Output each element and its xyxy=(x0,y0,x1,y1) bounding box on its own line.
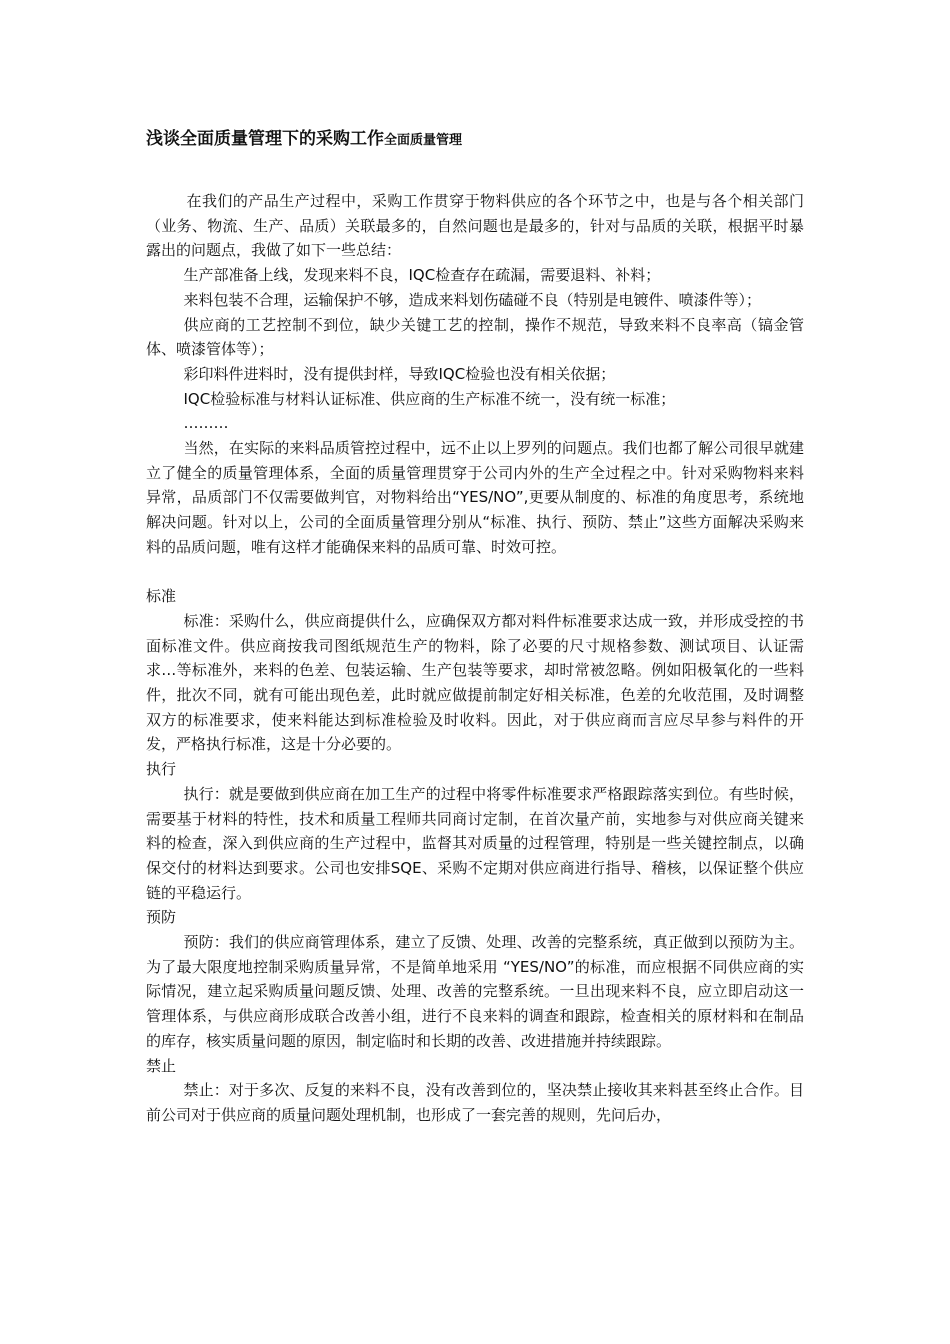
summary-paragraph: 当然，在实际的来料品质管控过程中，远不止以上罗列的问题点。我们也都了解公司很早就建立了健全的质量管理体系，全面的质量管理贯穿于公司内外的生产全过程之中。针对采购物料来料异常，品质部门不仅需要做判官，对物料给出“YES/NO”,更要从制度的、标准的角度思考，系统地解决问题。针对以上，公司的全面质量管理分别从“标准、执行、预防、禁止”这些方面解决采购来料的品质问题，唯有这样才能确保来料的品质可靠、时效可控。 xyxy=(146,439,804,556)
section-text-prohibition: 禁止：对于多次、反复的来料不良，没有改善到位的，坚决禁止接收其来料甚至终止合作。目前公司对于供应商的质量问题处理机制，也形成了一套完善的规则，先问后办， xyxy=(146,1081,804,1124)
issue-item: 生产部准备上线，发现来料不良，IQC检查存在疏漏，需要退料、补料； xyxy=(183,266,661,285)
title-main: 浅谈全面质量管理下的采购工作 xyxy=(146,129,384,149)
section-heading-standard: 标准 xyxy=(146,587,177,606)
document-page xyxy=(146,126,804,1128)
paragraph-spacer xyxy=(146,560,804,585)
title-subtitle: 全面质量管理 xyxy=(384,133,463,148)
section-heading-execution: 执行 xyxy=(146,760,177,779)
issue-item-ellipsis: ……… xyxy=(183,414,229,433)
section-heading-prohibition: 禁止 xyxy=(146,1056,177,1075)
document-body xyxy=(146,189,804,1128)
section-text-standard: 标准：采购什么，供应商提供什么，应确保双方都对料件标准要求达成一致，并形成受控的书面标准文件。供应商按我司图纸规范生产的物料，除了必要的尺寸规格参数、测试项目、认证需求…等标准外，来料的色差、包装运输、生产包装等要求，却时常被忽略。例如阳极氧化的一些料件，批次不同，就有可能出现色差，此时就应做提前制定好相关标准，色差的允收范围，及时调整双方的标准要求，使来料能达到标准检验及时收料。因此，对于供应商而言应尽早参与料件的开发，严格执行标准，这是十分必要的。 xyxy=(146,611,804,754)
issue-item: 来料包装不合理，运输保护不够，造成来料划伤磕碰不良（特别是电镀件、喷漆件等）； xyxy=(183,290,762,309)
issue-item: IQC检验标准与材料认证标准、供应商的生产标准不统一，没有统一标准； xyxy=(183,389,676,408)
issue-item: 彩印料件进料时，没有提供封样，导致IQC检验也没有相关依据； xyxy=(183,364,616,383)
issue-item: 供应商的工艺控制不到位，缺少关键工艺的控制，操作不规范，导致来料不良率高（镐金管体、喷漆管体等）； xyxy=(146,315,804,359)
intro-paragraph: 在我们的产品生产过程中，采购工作贯穿于物料供应的各个环节之中，也是与各个相关部门（业务、物流、生产、品质）关联最多的，自然问题也是最多的，针对与品质的关联，根据平时暴露出的问题点，我做了如下一些总结： xyxy=(146,192,804,260)
document-title xyxy=(146,126,804,154)
section-text-execution: 执行：就是要做到供应商在加工生产的过程中将零件标准要求严格跟踪落实到位。有些时候，需要基于材料的特性，技术和质量工程师共同商讨定制，在首次量产前，实地参与对供应商关键来料的检查，深入到供应商的生产过程中，监督其对质量的过程管理，特别是一些关键控制点，以确保交付的材料达到要求。公司也安排SQE、采购不定期对供应商进行指导、稽核，以保证整个供应链的平稳运行。 xyxy=(146,784,804,902)
section-heading-prevention: 预防 xyxy=(146,908,177,927)
section-text-prevention: 预防：我们的供应商管理体系，建立了反馈、处理、改善的完整系统，真正做到以预防为主。为了最大限度地控制采购质量异常，不是简单地采用 “YES/NO”的标准，而应根据不同供应商的实际情况，建立起采购质量问题反馈、处理、改善的完整系统。一旦出现来料不良，应立即启动这一管理体系，与供应商形成联合改善小组，进行不良来料的调查和跟踪，检查相关的原材料和在制品的库存，核实质量问题的原因，制定临时和长期的改善、改进措施并持续跟踪。 xyxy=(146,933,804,1050)
